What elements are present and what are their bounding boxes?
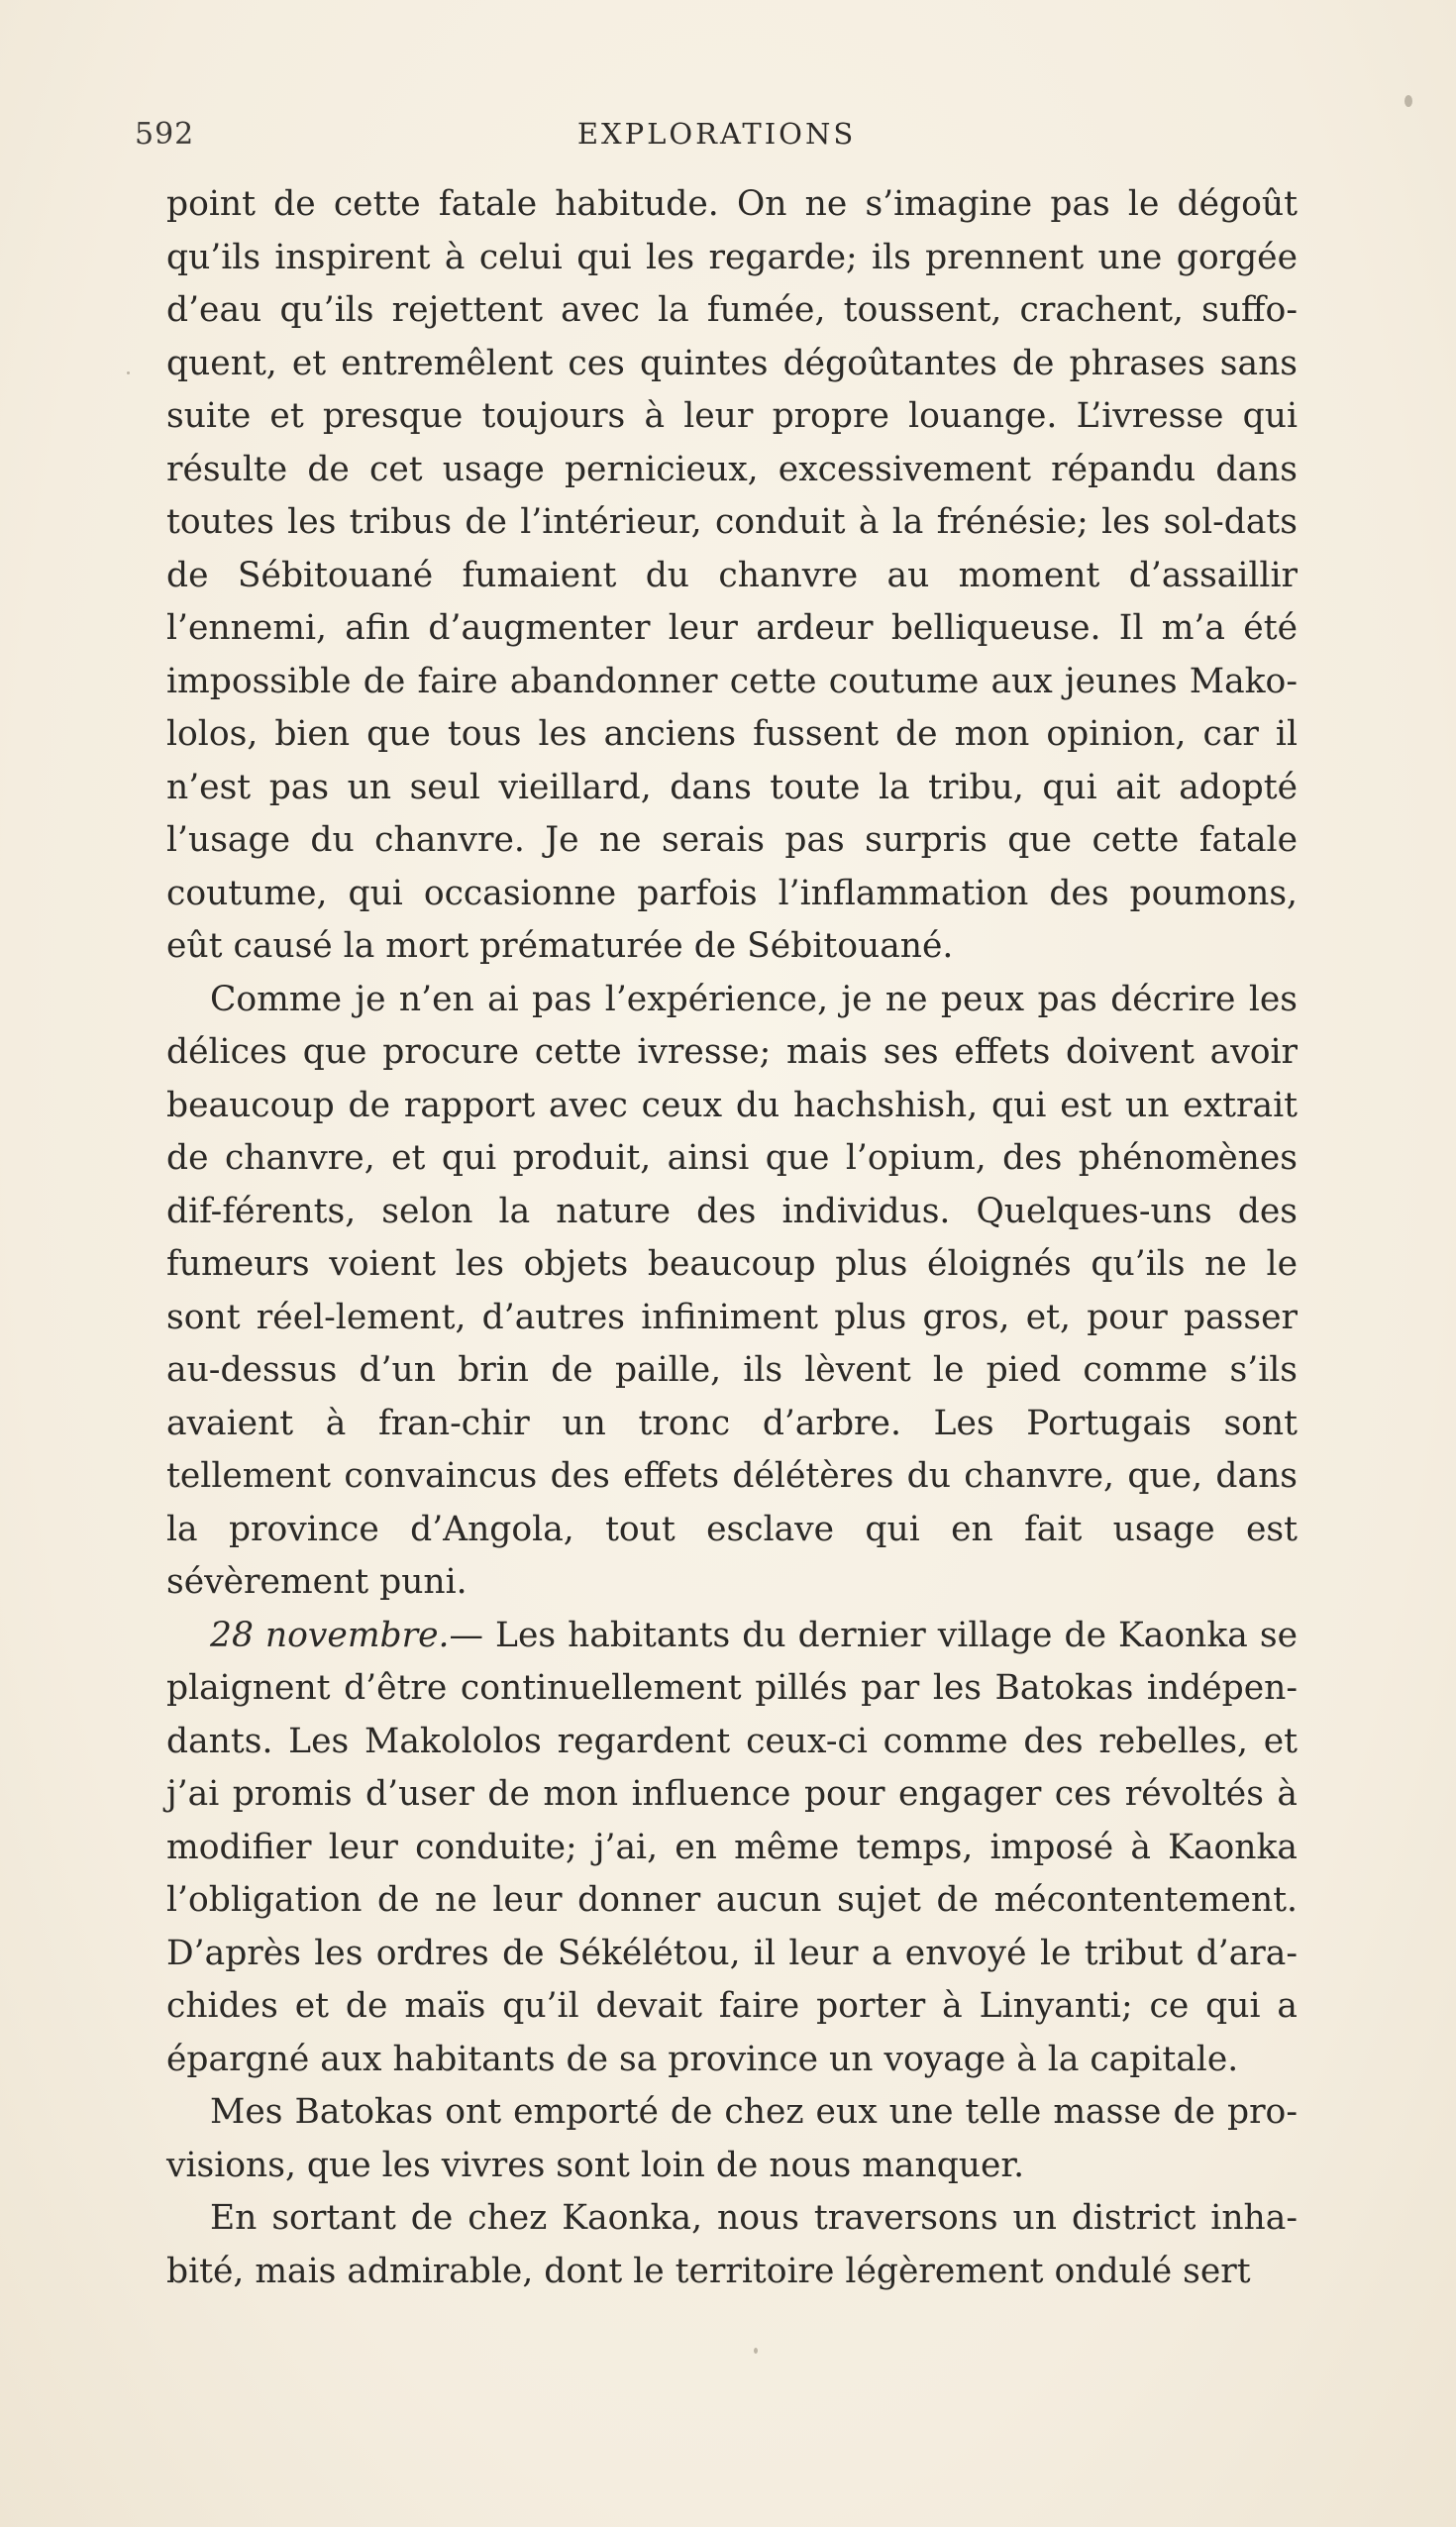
- page-header: [135, 117, 1299, 166]
- running-title: EXPLORATIONS: [576, 117, 857, 151]
- paragraph-text: Comme je n’en ai pas l’expérience, je ne peux pas décrire les délices que procure cette ivresse; mais ses effets doivent avoir beaucoup de rapport avec ceux du hachshish, qui est un extrait de chanvre, et qui produit, ainsi que l’opium, des phénomènes dif-férents, selon la nature des individus. Quelques-uns des fumeurs voient les objets beaucoup plus éloignés qu’ils ne le sont réel-lement, d’autres infiniment plus gros, et, pour passer au-dessus d’un brin de paille, ils lèvent le pied comme s’ils avaient à fran-chir un tronc d’arbre. Les Portugais sont tellement convaincus des effets délétères du chanvre, que, dans la province d’Angola, tout esclave qui en fait usage est sévèrement puni.: [166, 979, 1298, 1602]
- paragraph-text: En sortant de chez Kaonka, nous traversons un district inha-bité, mais admirable, dont le territoire légèrement ondulé sert: [166, 2198, 1298, 2291]
- paper-speck: [127, 371, 130, 374]
- body-text: [166, 178, 1298, 2298]
- paragraph-text: — Les habitants du dernier village de Kaonka se plaignent d’être continuellement pillés par les Batokas indépen-dants. Les Makololos regardent ceux-ci comme des rebelles, et j’ai promis d’user de mon influence pour engager ces révoltés à modifier leur conduite; j’ai, en même temps, imposé à Kaonka l’obligation de ne leur donner aucun sujet de mécontentement. D’après les ordres de Sékélétou, il leur a envoyé le tribut d’ara-chides et de maïs qu’il devait faire porter à Linyanti; ce qui a épargné aux habitants de sa province un voyage à la capitale.: [166, 1615, 1298, 2079]
- page-number: 592: [135, 117, 195, 152]
- paragraph: [166, 1610, 1298, 2087]
- paper-speck: [1404, 95, 1412, 107]
- entry-date: 28 novembre.: [210, 1615, 450, 1655]
- paragraph: [166, 178, 1298, 974]
- paragraph: [166, 974, 1298, 1610]
- paragraph: [166, 2086, 1298, 2192]
- paper-speck: [754, 2348, 758, 2354]
- paragraph-text: point de cette fatale habitude. On ne s’imagine pas le dégoût qu’ils inspirent à celui qui les regarde; ils prennent une gorgée d’eau qu’ils rejettent avec la fumée, toussent, crachent, suffo-quent, et entremêlent ces quintes dégoûtantes de phrases sans suite et presque toujours à leur propre louange. L’ivresse qui résulte de cet usage pernicieux, excessivement répandu dans toutes les tribus de l’intérieur, conduit à la frénésie; les sol-dats de Sébitouané fumaient du chanvre au moment d’assaillir l’ennemi, afin d’augmenter leur ardeur belliqueuse. Il m’a été impossible de faire abandonner cette coutume aux jeunes Mako-lolos, bien que tous les anciens fussent de mon opinion, car il n’est pas un seul vieillard, dans toute la tribu, qui ait adopté l’usage du chanvre. Je ne serais pas surpris que cette fatale coutume, qui occasionne parfois l’inflammation des poumons, eût causé la mort prématurée de Sébitouané.: [166, 184, 1298, 966]
- paragraph-text: Mes Batokas ont emporté de chez eux une telle masse de pro-visions, que les vivres sont loin de nous manquer.: [166, 2092, 1298, 2185]
- paragraph: [166, 2192, 1298, 2298]
